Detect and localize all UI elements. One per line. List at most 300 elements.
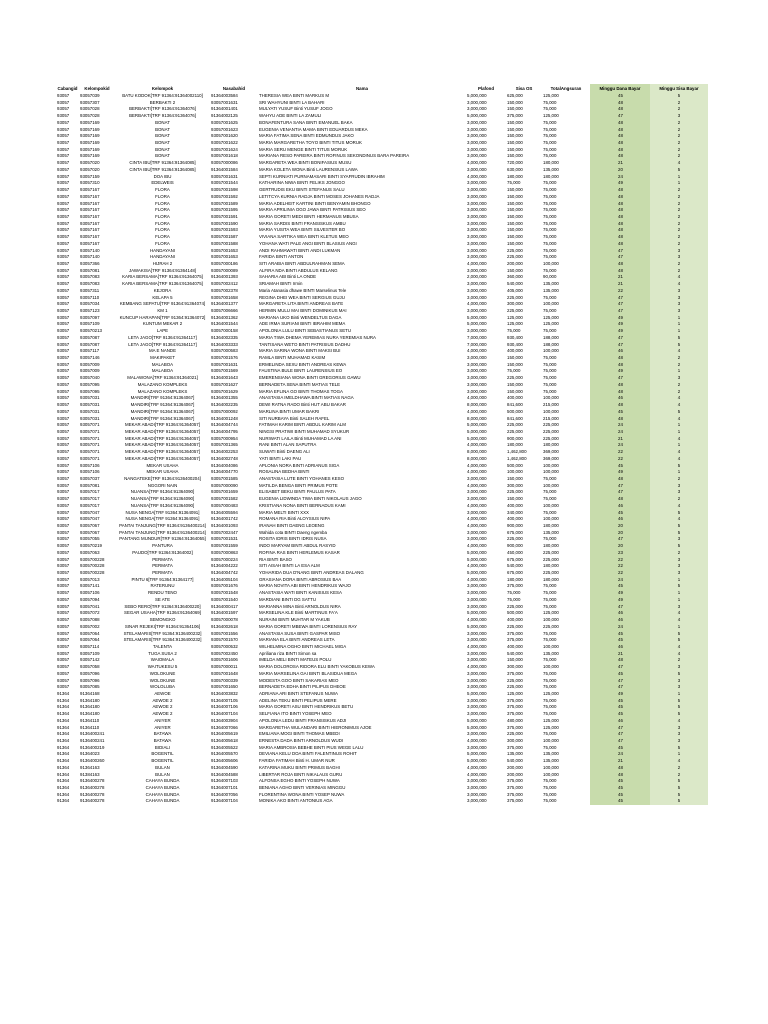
- cell-cabangid: 91364: [57, 717, 70, 723]
- cell-nama: MARGARETA WEA BINTI BONIFASIUS MUSU: [259, 160, 352, 166]
- cell-minggu-sisa-bayar: 4: [650, 503, 708, 510]
- cell-plafond: 3,000,000: [467, 596, 487, 602]
- cell-plafond: 5,000,000: [467, 751, 487, 757]
- cell-kelompok: WOLOLUBA: [150, 684, 175, 690]
- table-row: [56, 93, 708, 100]
- table-row: [56, 308, 708, 315]
- cell-kelompokid: 93057055: [80, 536, 100, 542]
- cell-kelompok: MANDIRI[TRF 91364:91364067]: [130, 415, 195, 421]
- cell-kelompokid: 93057146: [80, 355, 100, 361]
- cell-nama: SITI NURBAYA Binti SALEH RAFEL: [259, 415, 330, 421]
- cell-plafond: 5,000,000: [467, 717, 487, 723]
- cell-cabangid: 93057: [57, 435, 70, 441]
- cell-minggu-dana-bayar: 45: [590, 798, 650, 805]
- table-body: [56, 93, 708, 805]
- cell-nasabahid: 93057001650: [211, 684, 238, 690]
- cell-plafond: 3,000,000: [467, 684, 487, 690]
- cell-sisa-os: 675,000: [507, 570, 523, 576]
- cell-minggu-dana-bayar: 48: [590, 355, 650, 362]
- cell-nasabahid: 91364001544: [211, 321, 238, 327]
- cell-total-angsuran: 100,000: [543, 482, 559, 488]
- cell-nama: MARIA EFLINA GO BINTI THOMAS TOGA: [259, 388, 343, 394]
- cell-plafond: 7,000,000: [467, 341, 487, 347]
- cell-total-angsuran: 100,000: [543, 738, 559, 743]
- cell-kelompokid: 93057095: [80, 381, 100, 387]
- cell-nasabahid: 91364005104: [211, 576, 238, 582]
- cell-sisa-os: 150,000: [507, 381, 523, 387]
- cell-cabangid: 93057: [57, 489, 70, 495]
- cell-nasabahid: 91364001248: [211, 415, 238, 421]
- cell-plafond: 3,000,000: [467, 704, 487, 710]
- cell-nama: ELISABET BEKU BINTI PAULUS PATA: [259, 489, 336, 495]
- cell-minggu-dana-bayar: 45: [590, 704, 650, 711]
- cell-minggu-sisa-bayar: 5: [650, 631, 708, 638]
- table-row: [56, 583, 708, 590]
- cell-plafond: 8,000,000: [467, 402, 487, 408]
- cell-minggu-sisa-bayar: 1: [650, 174, 708, 181]
- cell-sisa-os: 150,000: [507, 213, 523, 219]
- cell-cabangid: 93057: [57, 146, 70, 152]
- cell-sisa-os: 300,000: [507, 664, 523, 670]
- cell-kelompokid: 93057083: [80, 274, 100, 280]
- cell-total-angsuran: 75,000: [543, 657, 557, 663]
- cell-kelompok: MAKIPAKET: [150, 355, 175, 361]
- cell-nasabahid: 93057001606: [211, 657, 238, 663]
- cell-kelompokid: 9305700228: [80, 570, 105, 576]
- table-row: [56, 792, 708, 799]
- cell-total-angsuran: 75,000: [543, 294, 557, 300]
- cell-cabangid: 93057: [57, 408, 70, 414]
- cell-minggu-sisa-bayar: 3: [650, 254, 708, 261]
- cell-sisa-os: 720,000: [507, 160, 523, 166]
- cell-cabangid: 93057: [57, 630, 70, 636]
- cell-minggu-sisa-bayar: 3: [650, 557, 708, 564]
- cell-minggu-sisa-bayar: 1: [650, 429, 708, 436]
- cell-kelompok: BOGENTIL: [151, 758, 174, 764]
- cell-kelompok: FLORA: [155, 207, 170, 213]
- table-row: [56, 187, 708, 194]
- cell-plafond: 3,000,000: [467, 146, 487, 152]
- table-row: [56, 610, 708, 617]
- cell-minggu-sisa-bayar: 4: [650, 449, 708, 456]
- cell-nasabahid: 91364003584: [211, 93, 238, 98]
- cell-minggu-dana-bayar: 22: [590, 449, 650, 456]
- cell-nama: LETITCYA KURNIA RADJA BINTI MOSES JOHANES RADJA: [259, 193, 380, 199]
- cell-kelompok: HIJRAH 2: [152, 260, 173, 266]
- cell-cabangid: 91364: [57, 724, 70, 730]
- cell-minggu-sisa-bayar: 3: [650, 664, 708, 671]
- cell-minggu-dana-bayar: 48: [590, 402, 650, 409]
- cell-cabangid: 93057: [57, 281, 70, 287]
- cell-minggu-dana-bayar: 45: [590, 671, 650, 678]
- cell-total-angsuran: 75,000: [543, 603, 557, 609]
- cell-kelompokid: 91364110: [80, 717, 100, 723]
- cell-minggu-dana-bayar: 48: [590, 133, 650, 140]
- cell-minggu-dana-bayar: 49: [590, 590, 650, 597]
- cell-cabangid: 93057: [57, 254, 70, 260]
- cell-cabangid: 93057: [57, 287, 70, 293]
- cell-total-angsuran: 75,000: [543, 234, 557, 240]
- cell-nama: IMELDA MELI BINTI MATEUS POLU: [259, 657, 332, 663]
- cell-total-angsuran: 75,000: [543, 119, 557, 125]
- cell-kelompok: KEMBANG SEPATU[TRF 91364:91364074]: [119, 301, 206, 307]
- cell-plafond: 4,000,000: [467, 173, 487, 179]
- cell-total-angsuran: 100,000: [543, 260, 559, 266]
- cell-kelompok: PINTU 6[TRF 91364:91364177]: [131, 576, 194, 582]
- cell-minggu-dana-bayar: 47: [590, 604, 650, 611]
- cell-kelompokid: 93057031: [80, 395, 100, 401]
- cell-minggu-sisa-bayar: 2: [650, 476, 708, 483]
- cell-kelompok: MANDIRI[TRF 91364:91364067]: [130, 395, 195, 401]
- cell-plafond: 3,000,000: [467, 368, 487, 374]
- table-row: [56, 153, 708, 160]
- cell-sisa-os: 75,000: [507, 180, 521, 186]
- cell-nama: MODESTA GOO BINTI SAKARIAS MEO: [259, 677, 339, 683]
- cell-minggu-dana-bayar: 47: [590, 664, 650, 671]
- cell-kelompokid: 93057020: [80, 166, 100, 172]
- cell-kelompokid: 9136400260: [80, 758, 105, 764]
- table-row: [56, 321, 708, 328]
- table-row: [56, 543, 708, 550]
- cell-cabangid: 93057: [57, 213, 70, 219]
- cell-plafond: 3,000,000: [467, 220, 487, 226]
- cell-nasabahid: 91364004086: [211, 462, 238, 468]
- cell-plafond: 4,000,000: [467, 516, 487, 522]
- cell-total-angsuran: 75,000: [543, 375, 557, 381]
- cell-kelompok: BIDIALI: [154, 744, 171, 750]
- cell-nama: ADRIANA ARI BINTI STEFANUS NUWA: [259, 690, 338, 696]
- cell-minggu-sisa-bayar: 3: [650, 570, 708, 577]
- cell-minggu-sisa-bayar: 2: [650, 133, 708, 140]
- cell-kelompok: MA E NANDE: [148, 348, 177, 354]
- cell-plafond: 8,000,000: [467, 455, 487, 461]
- header-nasabahid: Nasabahid: [222, 86, 246, 91]
- cell-plafond: 3,000,000: [467, 697, 487, 703]
- table-row: [56, 120, 708, 127]
- cell-kelompokid: 93057169: [80, 146, 100, 152]
- cell-cabangid: 93057: [57, 166, 70, 172]
- cell-nama: MARIANNA MINA Binti ARNOLDUS NIRA: [259, 603, 341, 609]
- cell-kelompokid: 91364023: [80, 751, 100, 757]
- cell-total-angsuran: 225,000: [543, 428, 559, 434]
- cell-minggu-dana-bayar: 21: [590, 436, 650, 443]
- cell-plafond: 4,000,000: [467, 563, 487, 569]
- cell-plafond: 4,000,000: [467, 576, 487, 582]
- cell-kelompokid: 91364180: [80, 711, 100, 717]
- cell-total-angsuran: 135,000: [543, 650, 559, 656]
- cell-nasabahid: 93057001653: [211, 247, 238, 253]
- cell-plafond: 5,000,000: [467, 321, 487, 327]
- cell-cabangid: 93057: [57, 657, 70, 663]
- cell-kelompokid: 93057096: [80, 670, 100, 676]
- cell-sisa-os: 75,000: [507, 368, 521, 374]
- cell-cabangid: 93057: [57, 583, 70, 589]
- cell-kelompokid: 93057058: [80, 664, 100, 670]
- cell-cabangid: 93057: [57, 449, 70, 455]
- cell-kelompokid: 93057106: [80, 469, 100, 475]
- cell-nama: RANI BINTI ALAN SAPUTRA: [259, 442, 317, 448]
- cell-nama: MARIA GORETI MEDI BINTI HERMANUS MBUSA: [259, 213, 359, 219]
- cell-minggu-sisa-bayar: 2: [650, 106, 708, 113]
- cell-cabangid: 93057: [57, 274, 70, 280]
- cell-plafond: 4,000,000: [467, 617, 487, 623]
- cell-nama: MARIA ADELHEIT KARTINI BINTI BENYAMIN BHONGO: [259, 200, 371, 206]
- cell-nasabahid: 93057001631: [211, 99, 238, 105]
- cell-total-angsuran: 75,000: [543, 126, 557, 132]
- cell-nasabahid: 93057001592: [211, 193, 238, 199]
- cell-plafond: 5,000,000: [467, 758, 487, 764]
- cell-plafond: 3,000,000: [467, 193, 487, 199]
- cell-minggu-sisa-bayar: 2: [650, 127, 708, 134]
- cell-nama: ROSALINA BEDHA BINTI: [259, 469, 310, 475]
- cell-minggu-dana-bayar: 47: [590, 738, 650, 745]
- table-row: [56, 281, 708, 288]
- cell-minggu-dana-bayar: 47: [590, 248, 650, 255]
- table-row: [56, 174, 708, 181]
- cell-cabangid: 91364: [57, 771, 70, 777]
- cell-total-angsuran: 180,000: [543, 576, 559, 582]
- cell-nasabahid: 91364004590: [211, 764, 238, 770]
- cell-nasabahid: 93057000186: [211, 260, 238, 266]
- cell-kelompok: KARIA BERSAMA[TRF 91364:91364075]: [122, 281, 203, 287]
- cell-nama: SAHARIA ABI Binti LA ONDE: [259, 274, 317, 280]
- cell-kelompok: BERBAKTI[TRF 91364:91364076]: [129, 106, 196, 112]
- cell-kelompok: NUSA NENGA[TRF 91364:91364091]: [125, 516, 200, 522]
- cell-minggu-dana-bayar: 47: [590, 113, 650, 120]
- table-row: [56, 577, 708, 584]
- cell-cabangid: 93057: [57, 348, 70, 354]
- cell-sisa-os: 340,000: [507, 509, 523, 515]
- cell-nasabahid: 91364004222: [211, 563, 238, 569]
- cell-sisa-os: 300,000: [507, 301, 523, 307]
- cell-total-angsuran: 188,000: [543, 334, 559, 340]
- cell-kelompok: BATAWA: [153, 731, 172, 737]
- cell-minggu-dana-bayar: 48: [590, 127, 650, 134]
- cell-minggu-sisa-bayar: 3: [650, 563, 708, 570]
- cell-cabangid: 93057: [57, 422, 70, 428]
- table-row: [56, 214, 708, 221]
- cell-sisa-os: 150,000: [507, 126, 523, 132]
- cell-sisa-os: 150,000: [507, 657, 523, 663]
- cell-minggu-dana-bayar: 46: [590, 503, 650, 510]
- cell-total-angsuran: 75,000: [543, 99, 557, 105]
- cell-minggu-dana-bayar: 45: [590, 463, 650, 470]
- cell-total-angsuran: 180,000: [543, 173, 559, 179]
- cell-cabangid: 93057: [57, 415, 70, 421]
- cell-plafond: 4,000,000: [467, 408, 487, 414]
- cell-sisa-os: 375,000: [507, 637, 523, 643]
- cell-cabangid: 91364: [57, 690, 70, 696]
- cell-total-angsuran: 75,000: [543, 146, 557, 152]
- cell-minggu-dana-bayar: 48: [590, 772, 650, 779]
- cell-nama: MARIA NOVITA ABI BINTI HENDRIKUS WAJO: [259, 583, 351, 589]
- cell-sisa-os: 200,000: [507, 764, 523, 770]
- cell-sisa-os: 930,400: [507, 334, 523, 340]
- cell-nasabahid: 93057001585: [211, 475, 238, 481]
- cell-kelompokid: 93057167: [80, 220, 100, 226]
- cell-minggu-sisa-bayar: 5: [650, 778, 708, 785]
- cell-kelompok: BONAT: [155, 140, 170, 146]
- spreadsheet: [56, 84, 708, 805]
- table-row: [56, 496, 708, 503]
- cell-plafond: 3,000,000: [467, 536, 487, 542]
- cell-cabangid: 93057: [57, 193, 70, 199]
- cell-minggu-sisa-bayar: 3: [650, 483, 708, 490]
- cell-cabangid: 91364: [57, 798, 70, 804]
- cell-plafond: 3,000,000: [467, 375, 487, 381]
- cell-cabangid: 93057: [57, 153, 70, 159]
- cell-minggu-sisa-bayar: 3: [650, 725, 708, 732]
- table-row: [56, 133, 708, 140]
- table-row: [56, 301, 708, 308]
- cell-kelompok: BERBAKTI 2: [149, 99, 176, 105]
- cell-nasabahid: 93057000863: [211, 549, 238, 555]
- table-row: [56, 254, 708, 261]
- cell-minggu-sisa-bayar: 3: [650, 375, 708, 382]
- cell-cabangid: 93057: [57, 328, 70, 334]
- cell-plafond: 3,000,000: [467, 381, 487, 387]
- cell-nama: MARIA MARSELINA GAI BINTI BLASIDUA MEGA: [259, 670, 358, 676]
- cell-nama: BONAFENTURA SANA BINTI EMANUEL BAKA: [259, 119, 353, 125]
- cell-nama: YOHANA WATI PALE ANGI BINTI BLASIUS ANGI: [259, 240, 357, 246]
- cell-kelompok: BONAT: [155, 133, 170, 139]
- cell-sisa-os: 150,000: [507, 388, 523, 394]
- cell-kelompok: BATAWA: [153, 738, 172, 743]
- cell-cabangid: 93057: [57, 617, 70, 623]
- cell-cabangid: 93057: [57, 334, 70, 340]
- cell-cabangid: 93057: [57, 113, 70, 119]
- cell-minggu-dana-bayar: 24: [590, 174, 650, 181]
- cell-nama: APLONIA NORA BINTI ADRIANUS SIGA: [259, 462, 340, 468]
- cell-total-angsuran: 125,000: [543, 321, 559, 327]
- cell-nasabahid: 93057000158: [211, 328, 238, 334]
- cell-total-angsuran: 135,000: [543, 529, 559, 535]
- cell-minggu-sisa-bayar: 4: [650, 274, 708, 281]
- cell-kelompok: SEBO RERO[TRF 91364:9136400220]: [124, 603, 201, 609]
- cell-minggu-dana-bayar: 47: [590, 301, 650, 308]
- table-row: [56, 436, 708, 443]
- cell-total-angsuran: 125,000: [543, 724, 559, 730]
- cell-total-angsuran: 125,000: [543, 314, 559, 320]
- cell-minggu-sisa-bayar: 5: [650, 409, 708, 416]
- cell-sisa-os: 841,600: [507, 415, 523, 421]
- cell-nama: VIVIANA SARTIKA WEA BINTI KLETUS MEO: [259, 234, 349, 240]
- cell-sisa-os: 150,000: [507, 153, 523, 159]
- cell-sisa-os: 625,000: [507, 93, 523, 98]
- cell-minggu-sisa-bayar: 1: [650, 590, 708, 597]
- cell-sisa-os: 375,000: [507, 704, 523, 710]
- cell-plafond: 3,000,000: [467, 603, 487, 609]
- cell-minggu-sisa-bayar: 2: [650, 100, 708, 107]
- cell-minggu-dana-bayar: 47: [590, 725, 650, 732]
- table-row: [56, 201, 708, 208]
- cell-sisa-os: 360,000: [507, 274, 523, 280]
- cell-cabangid: 93057: [57, 610, 70, 616]
- cell-nasabahid: 93057001587: [211, 234, 238, 240]
- cell-minggu-sisa-bayar: 5: [650, 698, 708, 705]
- cell-kelompok: KELAPA 5: [152, 294, 173, 300]
- cell-plafond: 4,000,000: [467, 764, 487, 770]
- cell-nama: MARIA FATIMA SENA BINTI EDMUNDUS JAKO: [259, 133, 354, 139]
- cell-minggu-dana-bayar: 21: [590, 281, 650, 288]
- cell-total-angsuran: 75,000: [543, 704, 557, 710]
- cell-sisa-os: 225,000: [507, 536, 523, 542]
- cell-cabangid: 93057: [57, 596, 70, 602]
- cell-nama: EMERENSIANA WONA BINTI GREGORIUS GAWU: [259, 375, 361, 381]
- cell-total-angsuran: 180,000: [543, 442, 559, 448]
- cell-kelompokid: 93057081: [80, 267, 100, 273]
- cell-kelompokid: 93057087: [80, 334, 100, 340]
- cell-kelompokid: 93057063: [80, 549, 100, 555]
- cell-nasabahid: 93057000011: [211, 664, 238, 670]
- cell-sisa-os: 200,000: [507, 260, 523, 266]
- cell-kelompokid: 93057096: [80, 677, 100, 683]
- cell-sisa-os: 225,000: [507, 375, 523, 381]
- cell-cabangid: 91364: [57, 791, 70, 797]
- cell-cabangid: 93057: [57, 375, 70, 381]
- cell-kelompokid: 93057067: [80, 529, 100, 535]
- cell-nama: ROMANA RIA Binti ALOYSIUS NIPA: [259, 516, 331, 522]
- table-row: [56, 657, 708, 664]
- cell-kelompokid: 9305700228: [80, 556, 105, 562]
- cell-sisa-os: 375,000: [507, 583, 523, 589]
- cell-sisa-os: 540,000: [507, 758, 523, 764]
- cell-nasabahid: 93057001618: [211, 153, 238, 159]
- cell-total-angsuran: 225,000: [543, 435, 559, 441]
- table-row: [56, 382, 708, 389]
- cell-nama: ROSITA IDRIS BINTI IDRIS NUSA: [259, 536, 327, 542]
- cell-kelompok: MEKAR ABADI[TRF 91364:91364057]: [125, 442, 200, 448]
- cell-kelompok: MALAWONA[TRF 91364:91364021]: [127, 375, 198, 381]
- table-row: [56, 113, 708, 120]
- cell-sisa-os: 150,000: [507, 187, 523, 193]
- cell-minggu-dana-bayar: 22: [590, 288, 650, 295]
- cell-plafond: 5,000,000: [467, 610, 487, 616]
- cell-total-angsuran: 75,000: [543, 361, 557, 367]
- cell-nama: RIA BINTI BASO: [259, 556, 292, 562]
- cell-cabangid: 93057: [57, 523, 70, 528]
- cell-nasabahid: 91364007106: [211, 704, 238, 710]
- cell-total-angsuran: 100,000: [543, 516, 559, 522]
- cell-kelompokid: 93057167: [80, 200, 100, 206]
- cell-kelompokid: 9136400241: [80, 738, 105, 743]
- cell-nasabahid: 93057002450: [211, 650, 238, 656]
- table-row: [56, 483, 708, 490]
- cell-kelompok: HANDAYANI: [150, 247, 175, 253]
- cell-nama: RAMLA BINTI MUHAMAD KASIM: [259, 355, 326, 361]
- cell-sisa-os: 400,000: [507, 617, 523, 623]
- cell-cabangid: 93057: [57, 623, 70, 629]
- cell-plafond: 3,000,000: [467, 200, 487, 206]
- cell-minggu-dana-bayar: 48: [590, 214, 650, 221]
- cell-minggu-sisa-bayar: 3: [650, 604, 708, 611]
- cell-nama: ROFINA RAS BINTI HERLEMUS KASAR: [259, 549, 340, 555]
- cell-nama: MARIA SERU MENGE BINTI TITUS MORUK: [259, 146, 348, 152]
- cell-sisa-os: 125,000: [507, 314, 523, 320]
- cell-minggu-dana-bayar: 46: [590, 395, 650, 402]
- cell-kelompokid: 93057071: [80, 442, 100, 448]
- cell-cabangid: 93057: [57, 106, 70, 112]
- cell-minggu-dana-bayar: 48: [590, 261, 650, 268]
- cell-minggu-dana-bayar: 47: [590, 342, 650, 349]
- cell-kelompok: JAWAKISA[TRF 91364:91364148]: [128, 267, 197, 273]
- cell-plafond: 3,000,000: [467, 670, 487, 676]
- cell-nasabahid: 93057001559: [211, 543, 238, 549]
- cell-minggu-dana-bayar: 22: [590, 456, 650, 463]
- table-row: [56, 147, 708, 154]
- table-row: [56, 637, 708, 644]
- table-row: [56, 731, 708, 738]
